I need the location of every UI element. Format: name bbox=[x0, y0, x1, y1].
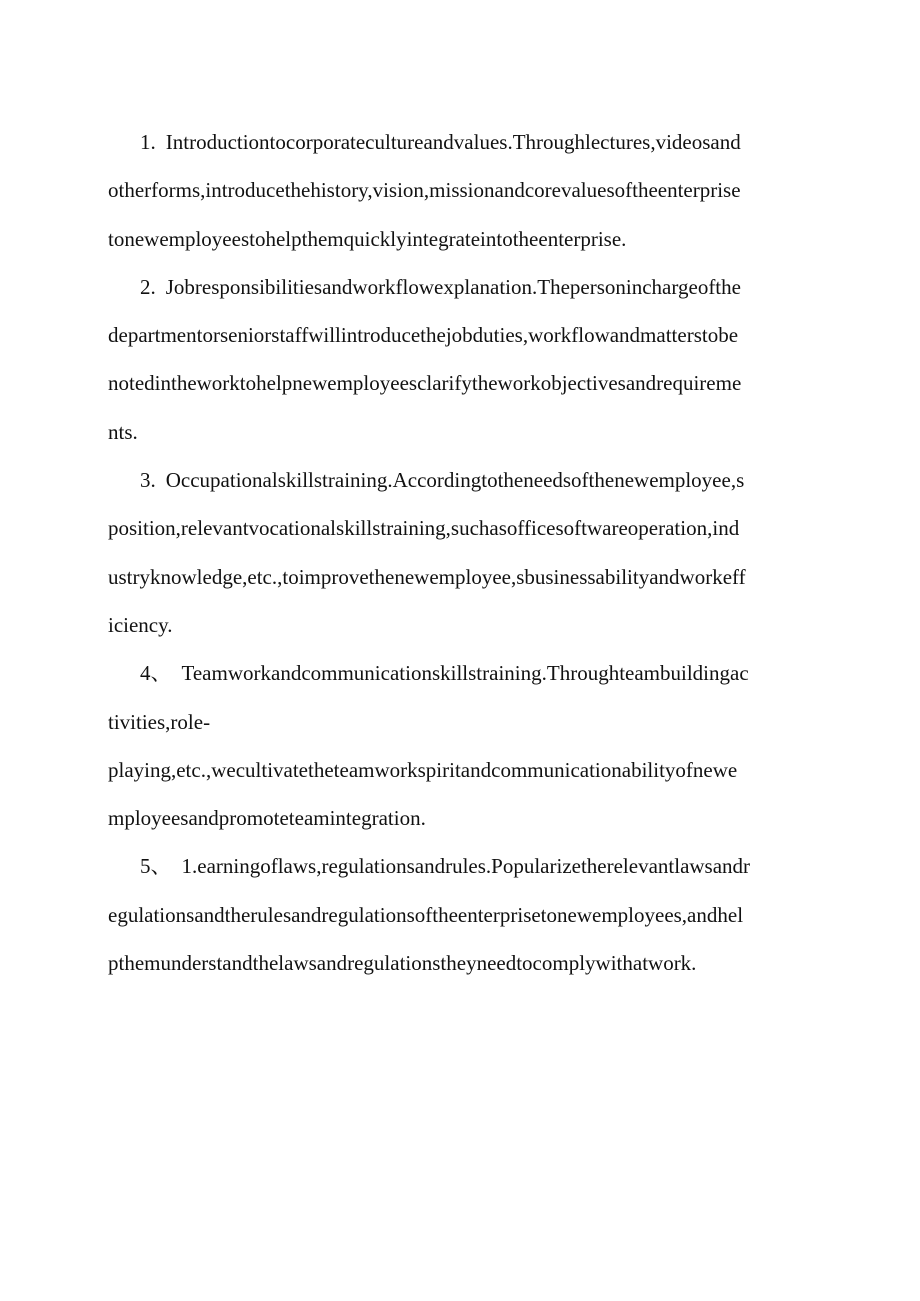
paragraph-line: tivities,role- bbox=[108, 709, 211, 734]
paragraph-line: notedintheworktohelpnewemployeesclarifytheworkobjectivesandrequireme bbox=[108, 371, 742, 396]
paragraph-4 bbox=[108, 649, 812, 842]
paragraph-text: Introductiontocorporatecultureandvalues.Throughlectures,videosand bbox=[165, 130, 741, 154]
paragraph-line: iciency. bbox=[108, 612, 173, 637]
paragraph-number: 1. bbox=[140, 130, 156, 154]
paragraph-line bbox=[108, 263, 812, 311]
paragraph-number: 4、 bbox=[140, 661, 172, 686]
paragraph-line: mployeesandpromoteteamintegration. bbox=[108, 806, 426, 831]
paragraph-number: 5、 bbox=[140, 854, 172, 879]
paragraph-line: egulationsandtherulesandregulationsoftheenterprisetonewemployees,andhel bbox=[108, 902, 744, 927]
paragraph-line bbox=[108, 649, 812, 697]
paragraph-line: otherforms,introducethehistory,vision,missionandcorevaluesoftheenterprise bbox=[108, 178, 741, 203]
paragraph-line: departmentorseniorstaffwillintroducethejobduties,workflowandmatterstobe bbox=[108, 323, 739, 348]
paragraph-line: playing,etc.,wecultivatetheteamworkspiritandcommunicationabilityofnewe bbox=[108, 757, 738, 782]
paragraph-2 bbox=[108, 263, 812, 456]
paragraph-number: 3. bbox=[140, 468, 156, 493]
paragraph-number: 2. bbox=[140, 274, 156, 299]
paragraph-line: ustryknowledge,etc.,toimprovethenewemployee,sbusinessabilityandworkeff bbox=[108, 564, 746, 589]
paragraph-line bbox=[108, 842, 812, 890]
paragraph-1 bbox=[108, 118, 812, 263]
document-body bbox=[108, 118, 812, 987]
paragraph-line bbox=[108, 456, 812, 504]
paragraph-line: tonewemployeestohelpthemquicklyintegrateintotheenterprise. bbox=[108, 226, 627, 251]
paragraph-line bbox=[108, 118, 812, 166]
paragraph-line: position,relevantvocationalskillstraining,suchasofficesoftwareoperation,ind bbox=[108, 516, 740, 541]
paragraph-text: 1.earningoflaws,regulationsandrules.Popularizetherelevantlawsandr bbox=[181, 854, 751, 879]
paragraph-line: pthemunderstandthelawsandregulationstheyneedtocomplywithatwork. bbox=[108, 951, 697, 976]
paragraph-line: nts. bbox=[108, 419, 138, 444]
paragraph-text: Teamworkandcommunicationskillstraining.Throughteambuildingac bbox=[181, 661, 749, 686]
paragraph-text: Occupationalskillstraining.Accordingtotheneedsofthenewemployee,s bbox=[165, 468, 745, 493]
paragraph-3 bbox=[108, 456, 812, 649]
paragraph-5 bbox=[108, 842, 812, 987]
paragraph-text: Jobresponsibilitiesandworkflowexplanation.Thepersoninchargeofthe bbox=[165, 274, 741, 299]
